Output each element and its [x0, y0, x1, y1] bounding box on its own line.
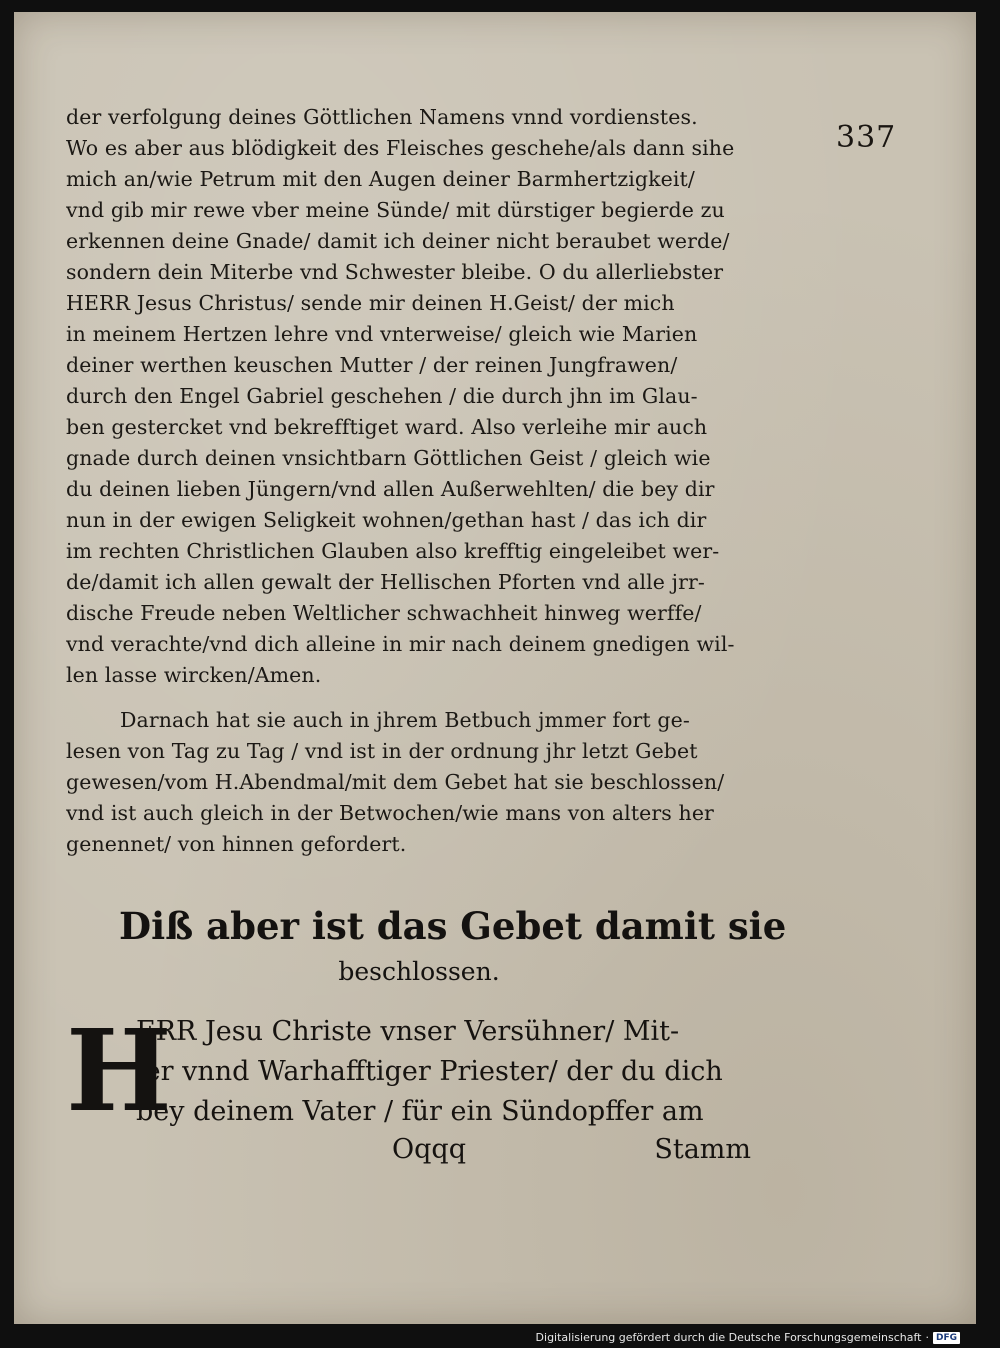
drop-cap: H	[66, 1006, 172, 1137]
text-line: ben gestercket vnd bekrefftiget ward. Also verleihe mir auch	[66, 415, 708, 439]
text-line: vnd verachte/vnd dich alleine in mir nach deinem gnedigen wil-	[66, 632, 735, 656]
text-line: erkennen deine Gnade/ damit ich deiner nicht beraubet werde/	[66, 229, 730, 253]
paragraph-gap	[66, 691, 774, 705]
prayer-line: bey deinem Vater / für ein Sündopffer am	[136, 1096, 704, 1127]
text-line: vnd gib mir rewe vber meine Sünde/ mit dürstiger begierde zu	[66, 198, 725, 222]
text-line: sondern dein Miterbe vnd Schwester bleibe. O du allerliebster	[66, 260, 724, 284]
heading-title: Diß aber ist das Gebet damit sie	[119, 904, 787, 948]
text-line: durch den Engel Gabriel geschehen / die durch jhn im Glau-	[66, 384, 698, 408]
text-line: genennet/ von hinnen gefordert.	[66, 832, 407, 856]
text-line: deiner werthen keuschen Mutter / der reinen Jungfrawen/	[66, 353, 678, 377]
text-line: Wo es aber aus blödigkeit des Fleisches geschehe/als dann sihe	[66, 136, 735, 160]
text-line: du deinen lieben Jüngern/vnd allen Außerwehlten/ die bey dir	[66, 477, 715, 501]
page-number: 337	[836, 120, 897, 155]
text-line: nun in der ewigen Seligkeit wohnen/gethan hast / das ich dir	[66, 508, 707, 532]
text-line: lesen von Tag zu Tag / vnd ist in der ordnung jhr letzt Gebet	[66, 739, 698, 763]
text-line: dische Freude neben Weltlicher schwachheit hinweg werffe/	[66, 601, 702, 625]
prayer-line: ERR Jesu Christe vnser Versühner/ Mit-	[136, 1016, 680, 1047]
text-line: Darnach hat sie auch in jhrem Betbuch jmmer fort ge-	[120, 708, 690, 732]
text-line: HERR Jesus Christus/ sende mir deinen H.Geist/ der mich	[66, 291, 675, 315]
digitization-credit	[536, 1331, 960, 1344]
dfg-logo: DFG	[933, 1332, 960, 1344]
catchword: Stamm	[654, 1134, 751, 1165]
book-page	[14, 12, 976, 1324]
prayer-text	[66, 1006, 766, 1137]
text-line: mich an/wie Petrum mit den Augen deiner Barmhertzigkeit/	[66, 167, 695, 191]
text-line: vnd ist auch gleich in der Betwochen/wie mans von alters her	[66, 801, 714, 825]
signature-mark: Oqqq	[392, 1134, 466, 1165]
text-line: gnade durch deinen vnsichtbarn Göttlichen Geist / gleich wie	[66, 446, 711, 470]
text-line: de/damit ich allen gewalt der Hellischen Pforten vnd alle jrr-	[66, 570, 705, 594]
body-text	[66, 102, 774, 860]
credit-separator: ·	[925, 1331, 929, 1344]
text-line: len lasse wircken/Amen.	[66, 663, 322, 687]
text-line: der verfolgung deines Göttlichen Namens vnnd vordienstes.	[66, 105, 698, 129]
text-line: gewesen/vom H.Abendmal/mit dem Gebet hat sie beschlossen/	[66, 770, 725, 794]
heading-subtitle: beschlossen.	[338, 957, 500, 986]
credit-text: Digitalisierung gefördert durch die Deutsche Forschungsgemeinschaft	[535, 1331, 922, 1344]
prayer-line: ler vnnd Warhafftiger Priester/ der du dich	[136, 1056, 723, 1087]
text-line: in meinem Hertzen lehre vnd vnterweise/ gleich wie Marien	[66, 322, 698, 346]
text-line: im rechten Christlichen Glauben also krefftig eingeleibet wer-	[66, 539, 720, 563]
page-foot	[66, 1134, 751, 1174]
section-heading	[119, 900, 787, 992]
